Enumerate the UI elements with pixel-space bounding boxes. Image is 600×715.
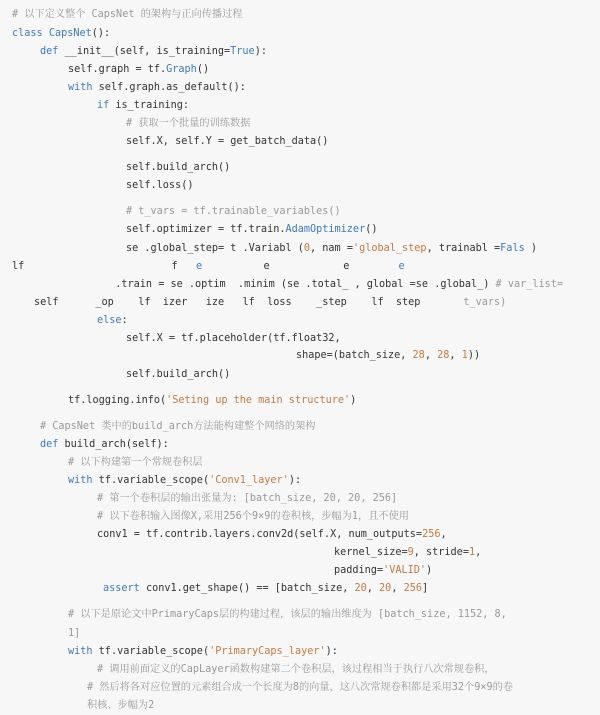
code-line [126,135,328,148]
code-line [103,278,563,291]
code-line [40,45,267,58]
code-token: shape=(batch_size, [296,350,413,361]
code-token: 'PrimaryCaps_layer' [209,646,326,657]
code-token: 'global_step [352,243,427,254]
code-token: : [121,315,128,326]
code-token: tf.logging.info( [68,395,167,406]
code-line [68,81,246,94]
code-token: , [366,583,380,594]
code-token: def [40,46,65,57]
code-token: , trainabl = [426,243,501,254]
code-line [126,117,250,130]
code-token: 1 [468,547,476,558]
code-token: self.graph = tf. [68,64,167,75]
code-token: self.X = tf.placeholder(tf.float32, [126,333,341,344]
code-line [34,296,506,309]
code-token: e [398,261,405,272]
code-token: with [68,475,99,486]
code-token: , [449,350,462,361]
code-token: if [97,100,116,111]
code-token: , nam = [310,243,353,254]
code-token: tf.variable_scope( [98,475,210,486]
code-token: # t_vars = tf.trainable_variables() [126,206,341,217]
code-token: 20 [354,583,367,594]
code-token: is_training: [115,100,190,111]
code-line [126,242,537,255]
code-line [68,645,338,658]
code-line [126,179,193,192]
code-token: 20 [379,583,392,594]
code-line [126,205,341,218]
code-token: ): [325,646,338,657]
code-token: build_arch(self): [64,439,169,450]
code-token: 28 [412,350,425,361]
code-token: ) [350,395,357,406]
code-line [97,528,447,541]
code-token: Fals [500,243,525,254]
code-token: 'Seting up the main structure' [166,395,351,406]
code-token: (): [91,28,111,39]
code-token: CapsNet [48,28,92,39]
code-token: , [440,529,447,540]
code-line [103,582,428,595]
code-token: t_vars) [463,297,507,308]
code-token: class [12,28,49,39]
code-token: conv1 = tf.contrib.layers.conv2d(self.X, num_outputs= [97,529,423,540]
code-token: se .global_step= t .Variabl ( [126,243,304,254]
code-token: , [391,583,404,594]
code-token: ] [422,583,429,594]
code-token: e [196,261,203,272]
code-token: conv1.get_shape() == [batch_size, [145,583,355,594]
code-token: , stride= [413,547,469,558]
code-token: self.optimizer = tf.train. [126,224,286,235]
code-token: # var_list= [495,279,564,290]
code-token: # 第一个卷积层的输出张量为: [batch_size, 20, 20, 256] [97,493,398,504]
code-token: # 然后将各对应位置的元素组合成一个长度为8的向量，这八次常规卷积都是采用32个9×9的卷 [87,682,514,693]
code-token: self.graph.as_default(): [98,82,246,93]
code-line [68,608,507,621]
code-token: 28 [437,350,450,361]
code-token: # 以下卷积输入图像X,采用256个9×9的卷积核，步幅为1，且不使用 [97,511,409,522]
code-token: # 以下定义整个 CapsNet 的架构与正向传播过程 [12,9,243,20]
code-token: 9 [407,547,414,558]
code-line [87,681,513,694]
code-token: ): [288,475,302,486]
code-line [12,260,405,273]
code-token: # 调用前面定义的CapLayer函数构建第二个卷积层，该过程相当于执行八次常规卷积， [97,664,495,675]
code-token: # 以下构建第一个常规卷积层 [68,457,203,468]
code-line [12,8,242,21]
code-token: () [196,64,210,75]
code-token: # 以下是原论文中PrimaryCaps层的构建过程，该层的输出维度为 [batch_size, 1152, 8, [68,609,507,620]
code-line [126,223,377,236]
code-token: 256 [403,583,423,594]
code-token: 0 [303,243,311,254]
code-line [97,99,189,112]
code-token: ) [524,243,537,254]
code-token: ) [426,565,433,576]
code-line [334,546,481,559]
code-line [296,349,480,362]
code-token: 256 [422,529,441,540]
code-line [68,394,356,407]
code-token: self _op lf izer ize lf loss _step lf step [34,297,464,308]
code-line [40,438,169,451]
code-token: lf f [12,261,197,272]
code-line [126,368,230,381]
code-line [68,456,203,469]
code-token: () [365,224,378,235]
code-token: 'VALID' [383,565,427,576]
code-token: self.build_arch() [126,162,231,173]
code-token: # CapsNet 类中的build_arch方法能构建整个网络的架构 [40,421,316,432]
code-line [68,627,80,640]
code-token: # 获取一个批量的训练数据 [126,118,251,129]
code-token: 积核、步幅为2 [87,700,155,711]
code-token: else [97,315,122,326]
code-token: self.build_arch() [126,369,231,380]
code-token: 1 [461,350,468,361]
code-token: , [475,547,482,558]
code-token: AdamOptimizer [285,224,366,235]
code-token: ): [254,46,267,57]
code-line [334,564,432,577]
code-line [126,161,230,174]
code-line [12,27,110,40]
code-token: 'Conv1_layer' [209,475,289,486]
code-line [97,663,495,676]
code-token: , [424,350,438,361]
code-line [87,699,154,712]
code-line [97,314,128,327]
code-token: e e [202,261,399,272]
code-line [68,63,209,76]
code-line [97,492,397,505]
code-token: Graph [166,64,197,75]
code-line [97,510,409,523]
code-line [40,420,315,433]
code-line [126,332,341,345]
code-token: .train = se .optim .minim (se .total_ , global =se .global_) [103,279,496,290]
code-token: )) [467,350,481,361]
code-token: __init__(self, is_training= [64,46,231,57]
code-token: self.loss() [126,180,194,191]
code-token: with [68,646,99,657]
code-token: def [40,439,65,450]
code-token: True [230,46,255,57]
code-token: kernel_size= [334,547,408,558]
code-token: assert [103,583,146,594]
code-token: with [68,82,99,93]
code-token: 1] [68,628,81,639]
code-token: tf.variable_scope( [98,646,210,657]
code-token: self.X, self.Y = get_batch_data() [126,136,329,147]
code-token: padding= [334,565,384,576]
code-line [68,474,301,487]
